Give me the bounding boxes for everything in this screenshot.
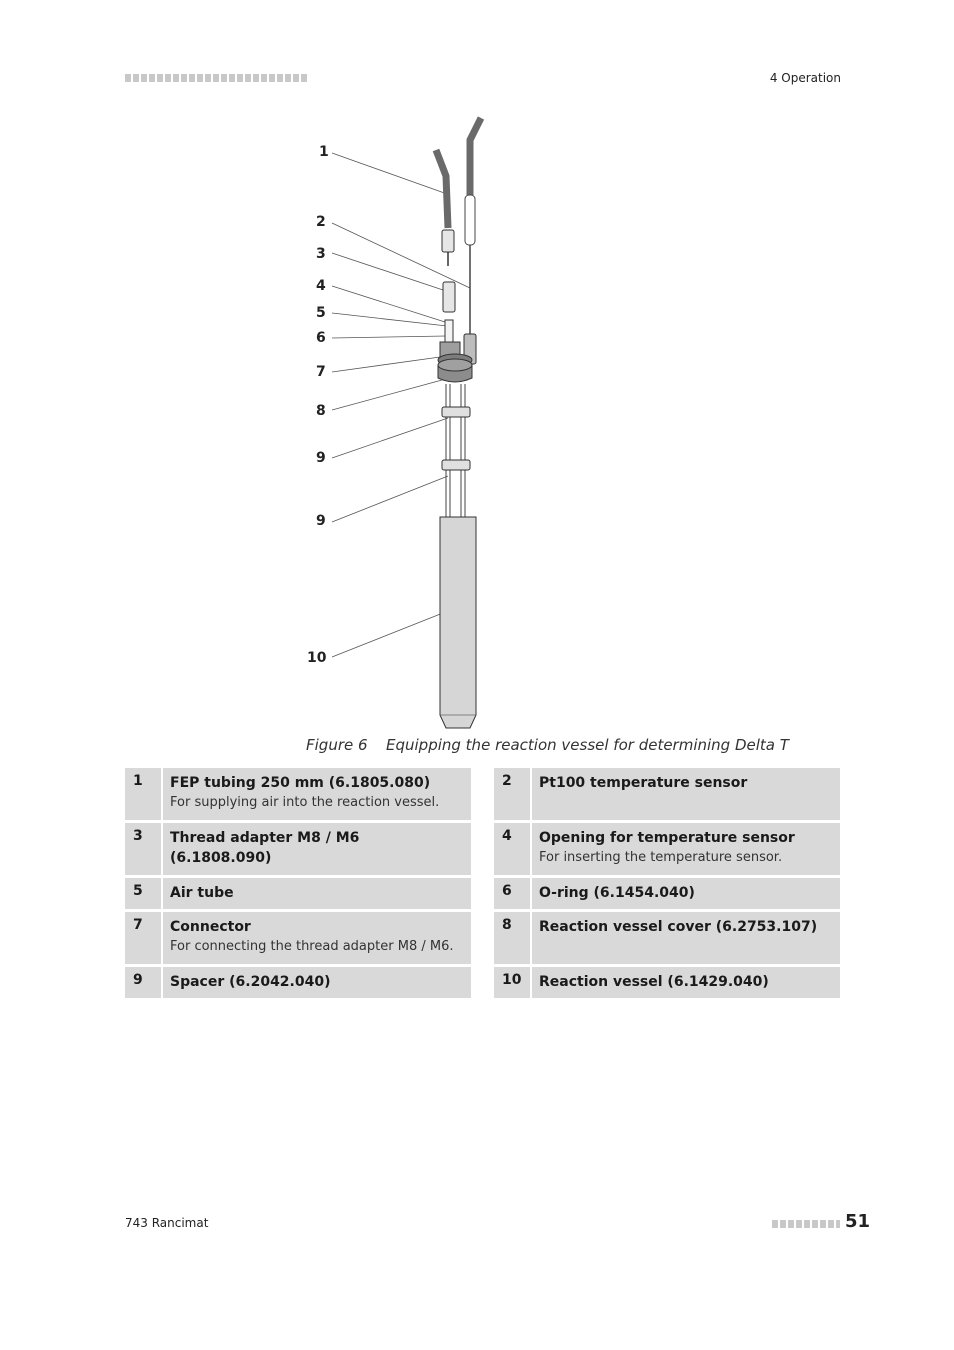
- legend-number: 9: [125, 967, 163, 998]
- figure-caption: [306, 736, 789, 754]
- callout-10: 10: [307, 650, 327, 666]
- legend-title: Connector: [170, 919, 251, 935]
- reaction-vessel-figure: [290, 110, 590, 735]
- legend-title: Air tube: [170, 885, 234, 901]
- figure-caption-text: Equipping the reaction vessel for determining Delta T: [386, 736, 789, 754]
- inner-tubes: [446, 384, 465, 520]
- reaction-vessel: [440, 517, 476, 728]
- figure-caption-label: Figure 6: [306, 736, 368, 754]
- callout-9a: 9: [316, 450, 326, 466]
- legend-number: 7: [125, 912, 163, 964]
- callout-9b: 9: [316, 513, 326, 529]
- legend-row: [494, 967, 840, 998]
- legend-title: O-ring (6.1454.040): [539, 885, 695, 901]
- legend-row: [494, 878, 840, 909]
- legend-row: [125, 912, 471, 964]
- legend-row: [494, 768, 840, 820]
- legend-description: For connecting the thread adapter M8 / M6.: [170, 939, 454, 954]
- legend-title: FEP tubing 250 mm (6.1805.080): [170, 775, 431, 791]
- legend-row: [125, 967, 471, 998]
- callout-7: 7: [316, 364, 326, 380]
- callout-3: 3: [316, 246, 326, 262]
- legend-row: [125, 768, 471, 820]
- legend-number: 4: [494, 823, 532, 875]
- legend-title: Opening for temperature sensor: [539, 830, 795, 846]
- thread-adapter-lower: [443, 282, 455, 312]
- callout-1: 1: [319, 144, 329, 160]
- legend-right-column: [494, 768, 840, 1001]
- callout-2: 2: [316, 214, 326, 230]
- legend-number: 10: [494, 967, 532, 998]
- page-number: 51: [845, 1211, 871, 1232]
- fep-tubing: [436, 150, 448, 228]
- legend-description: For inserting the temperature sensor.: [539, 850, 783, 865]
- legend-number: 2: [494, 768, 532, 820]
- legend-row: [494, 912, 840, 964]
- legend-left-column: [125, 768, 471, 1001]
- sensor-grip: [465, 195, 475, 245]
- legend-description: For supplying air into the reaction vessel.: [170, 795, 440, 810]
- callout-5: 5: [316, 305, 326, 321]
- callout-4: 4: [316, 278, 326, 294]
- thread-adapter-upper: [442, 230, 454, 252]
- legend-title: Spacer (6.2042.040): [170, 974, 331, 990]
- legend-number: 1: [125, 768, 163, 820]
- sensor-cable: [470, 118, 481, 195]
- legend-number: 8: [494, 912, 532, 964]
- footer-product: 743 Rancimat: [125, 1216, 209, 1230]
- reaction-vessel-illustration: [290, 110, 590, 735]
- callout-6: 6: [316, 330, 326, 346]
- section-title: 4 Operation: [769, 71, 841, 85]
- spacer-upper: [442, 407, 470, 417]
- legend-row: [494, 823, 840, 875]
- legend-number: 5: [125, 878, 163, 909]
- legend-row: [125, 878, 471, 909]
- legend-title: Reaction vessel (6.1429.040): [539, 974, 769, 990]
- header-dot-pattern: [125, 74, 307, 82]
- callout-8: 8: [316, 403, 326, 419]
- legend-number: 3: [125, 823, 163, 875]
- legend-title: Thread adapter M8 / M6 (6.1808.090): [170, 830, 360, 866]
- legend-title: Reaction vessel cover (6.2753.107): [539, 919, 818, 935]
- footer-dot-pattern: [772, 1220, 840, 1228]
- legend-row: [125, 823, 471, 875]
- spacer-lower: [442, 460, 470, 470]
- legend-number: 6: [494, 878, 532, 909]
- legend-title: Pt100 temperature sensor: [539, 775, 748, 791]
